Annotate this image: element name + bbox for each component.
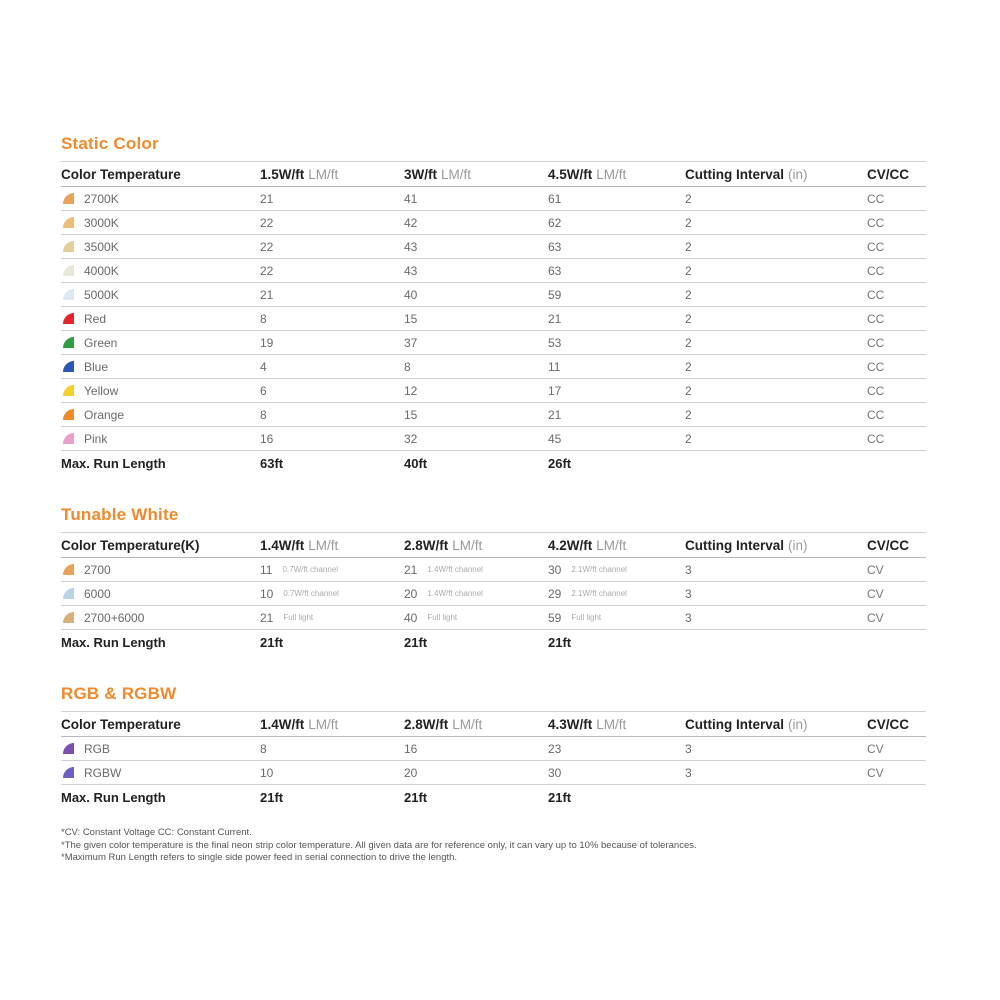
- cutting-interval-value: 3: [685, 586, 692, 601]
- table-row: [61, 427, 926, 451]
- cutting-interval-value: 2: [685, 239, 692, 254]
- table-row: [61, 582, 926, 606]
- header-col-2: 2.8W/ft LM/ft: [404, 716, 483, 732]
- lumen-value: 53: [548, 335, 562, 350]
- lumen-cell: [548, 403, 561, 426]
- color-swatch-icon: [63, 385, 74, 396]
- lumen-cell: [404, 761, 417, 784]
- header-col-3: 4.5W/ft LM/ft: [548, 166, 627, 182]
- color-swatch-icon: [63, 767, 74, 778]
- table-row: [61, 211, 926, 235]
- tunable-white-section: [61, 504, 926, 654]
- max-run-length-row: [61, 785, 926, 809]
- cutting-interval-value: 2: [685, 359, 692, 374]
- header-col-1: 1.4W/ft LM/ft: [260, 537, 339, 553]
- lumen-value: 30: [548, 765, 562, 780]
- cv-cc-value: CC: [867, 215, 885, 230]
- lumen-cell: [404, 355, 411, 378]
- table-row: [61, 235, 926, 259]
- lumen-cell: [260, 379, 267, 402]
- lumen-value: 43: [404, 263, 418, 278]
- lumen-value: 11: [548, 359, 561, 374]
- cv-cc-value: CV: [867, 562, 884, 577]
- lumen-value: 22: [260, 215, 274, 230]
- lumen-value: 20: [404, 765, 418, 780]
- header-color-temperature: Color Temperature(K): [61, 537, 200, 553]
- color-name-cell: [61, 235, 119, 258]
- cutting-interval-value: 2: [685, 407, 692, 422]
- footer-val-3: 21ft: [548, 634, 572, 650]
- table-row: [61, 737, 926, 761]
- static-color-section: [61, 133, 926, 475]
- lumen-cell: [260, 307, 267, 330]
- color-name: 3500K: [84, 239, 119, 254]
- lumen-note: 0.7W/ft channel: [282, 565, 339, 574]
- color-swatch-icon: [63, 409, 74, 420]
- lumen-cell: [404, 427, 417, 450]
- lumen-cell: [260, 761, 273, 784]
- lumen-value: 61: [548, 191, 562, 206]
- color-swatch-icon: [63, 564, 74, 575]
- max-run-length-row: [61, 451, 926, 475]
- header-col-1: 1.5W/ft LM/ft: [260, 166, 339, 182]
- lumen-value: 16: [260, 431, 274, 446]
- header-cutting-interval: Cutting Interval (in): [685, 166, 808, 182]
- lumen-cell: [260, 355, 267, 378]
- footer-val-2: 40ft: [404, 455, 428, 471]
- header-col-2: 3W/ft LM/ft: [404, 166, 472, 182]
- footer-label: Max. Run Length: [61, 789, 166, 805]
- lumen-cell: [548, 259, 561, 282]
- lumen-cell: [260, 211, 273, 234]
- lumen-value: 20: [404, 586, 418, 601]
- lumen-cell: [548, 235, 561, 258]
- lumen-cell: [260, 235, 273, 258]
- lumen-value: 21: [548, 407, 562, 422]
- table-row: [61, 558, 926, 582]
- table-row: [61, 187, 926, 211]
- lumen-value: 8: [260, 407, 267, 422]
- lumen-cell: [404, 187, 417, 210]
- lumen-cell: [548, 582, 627, 605]
- lumen-value: 43: [404, 239, 418, 254]
- cv-cc-value: CC: [867, 263, 885, 278]
- lumen-value: 21: [548, 311, 562, 326]
- color-name-cell: [61, 355, 108, 378]
- lumen-cell: [260, 427, 273, 450]
- footnote: *Maximum Run Length refers to single side power feed in serial connection to drive the length.: [61, 852, 458, 863]
- lumen-cell: [404, 403, 417, 426]
- lumen-cell: [404, 307, 417, 330]
- lumen-cell: [548, 737, 561, 760]
- header-col-2: 2.8W/ft LM/ft: [404, 537, 483, 553]
- lumen-cell: [404, 737, 417, 760]
- footer-val-3: 21ft: [548, 789, 572, 805]
- cutting-interval-value: 2: [685, 287, 692, 302]
- table-row: [61, 606, 926, 630]
- footnotes: [61, 827, 697, 865]
- lumen-value: 8: [404, 359, 411, 374]
- lumen-value: 8: [260, 741, 267, 756]
- footer-val-3: 26ft: [548, 455, 572, 471]
- color-swatch-icon: [63, 361, 74, 372]
- header-col-3: 4.3W/ft LM/ft: [548, 716, 627, 732]
- lumen-cell: [260, 283, 273, 306]
- cutting-interval-value: 2: [685, 311, 692, 326]
- lumen-value: 12: [404, 383, 418, 398]
- color-name: Orange: [84, 407, 125, 422]
- lumen-cell: [260, 403, 267, 426]
- lumen-value: 23: [548, 741, 562, 756]
- rgb-rgbw-section: [61, 683, 926, 809]
- color-name: 4000K: [84, 263, 119, 278]
- cv-cc-value: CC: [867, 311, 885, 326]
- lumen-cell: [548, 761, 561, 784]
- cutting-interval-value: 2: [685, 215, 692, 230]
- lumen-value: 17: [548, 383, 562, 398]
- color-swatch-icon: [63, 337, 74, 348]
- table-row: [61, 355, 926, 379]
- header-cv-cc: CV/CC: [867, 166, 910, 182]
- lumen-cell: [404, 606, 457, 629]
- color-name-cell: [61, 582, 111, 605]
- color-name: Pink: [84, 431, 108, 446]
- color-name-cell: [61, 403, 124, 426]
- lumen-value: 30: [548, 562, 562, 577]
- color-name: RGBW: [84, 765, 122, 780]
- lumen-note: 1.4W/ft channel: [427, 589, 483, 598]
- footer-val-1: 63ft: [260, 455, 284, 471]
- lumen-value: 21: [260, 287, 274, 302]
- footer-label: Max. Run Length: [61, 455, 166, 471]
- table-header: [61, 711, 926, 737]
- table-row: [61, 403, 926, 427]
- header-color-temperature: Color Temperature: [61, 716, 181, 732]
- lumen-cell: [404, 331, 417, 354]
- color-swatch-icon: [63, 588, 74, 599]
- color-swatch-icon: [63, 313, 74, 324]
- lumen-cell: [548, 606, 601, 629]
- lumen-value: 40: [404, 287, 418, 302]
- max-run-length-row: [61, 630, 926, 654]
- lumen-value: 21: [404, 562, 418, 577]
- header-color-temperature: Color Temperature: [61, 166, 181, 182]
- lumen-value: 21: [260, 191, 274, 206]
- cv-cc-value: CC: [867, 335, 885, 350]
- footnote: *CV: Constant Voltage CC: Constant Current.: [61, 827, 252, 838]
- color-name-cell: [61, 259, 119, 282]
- color-name: 3000K: [84, 215, 119, 230]
- lumen-value: 15: [404, 407, 418, 422]
- color-name-cell: [61, 307, 106, 330]
- lumen-value: 22: [260, 239, 274, 254]
- lumen-note: 1.4W/ft channel: [427, 565, 483, 574]
- lumen-cell: [260, 331, 273, 354]
- lumen-note: 0.7W/ft channel: [283, 589, 339, 598]
- lumen-value: 63: [548, 263, 562, 278]
- color-name-cell: [61, 427, 107, 450]
- lumen-cell: [548, 307, 561, 330]
- cv-cc-value: CC: [867, 239, 885, 254]
- section-title: Static Color: [61, 134, 159, 153]
- lumen-note: 2.1W/ft channel: [571, 589, 627, 598]
- cv-cc-value: CV: [867, 610, 884, 625]
- lumen-cell: [260, 606, 313, 629]
- lumen-cell: [260, 582, 339, 605]
- lumen-cell: [404, 558, 483, 581]
- lumen-value: 11: [260, 562, 273, 577]
- lumen-value: 16: [404, 741, 418, 756]
- table-header: [61, 532, 926, 558]
- lumen-value: 15: [404, 311, 418, 326]
- lumen-value: 8: [260, 311, 267, 326]
- color-name: Green: [84, 335, 118, 350]
- cutting-interval-value: 2: [685, 191, 692, 206]
- lumen-note: 2.1W/ft channel: [571, 565, 627, 574]
- color-name: 6000: [84, 586, 111, 601]
- lumen-value: 62: [548, 215, 562, 230]
- cv-cc-value: CC: [867, 191, 885, 206]
- color-name-cell: [61, 737, 110, 760]
- lumen-value: 42: [404, 215, 418, 230]
- lumen-cell: [548, 355, 560, 378]
- lumen-cell: [404, 235, 417, 258]
- lumen-value: 19: [260, 335, 274, 350]
- header-cutting-interval: Cutting Interval (in): [685, 716, 808, 732]
- color-name-cell: [61, 283, 119, 306]
- color-swatch-icon: [63, 612, 74, 623]
- lumen-value: 6: [260, 383, 267, 398]
- lumen-cell: [404, 582, 483, 605]
- lumen-note: Full light: [571, 613, 602, 622]
- table-header: [61, 161, 926, 187]
- cutting-interval-value: 2: [685, 431, 692, 446]
- lumen-cell: [548, 558, 627, 581]
- lumen-value: 59: [548, 287, 562, 302]
- cv-cc-value: CC: [867, 407, 885, 422]
- lumen-cell: [260, 187, 273, 210]
- color-name-cell: [61, 379, 118, 402]
- lumen-note: Full light: [283, 613, 314, 622]
- lumen-cell: [404, 283, 417, 306]
- color-name: 2700K: [84, 191, 119, 206]
- lumen-value: 4: [260, 359, 267, 374]
- lumen-note: Full light: [427, 613, 458, 622]
- lumen-value: 10: [260, 586, 274, 601]
- lumen-value: 59: [548, 610, 562, 625]
- color-name-cell: [61, 606, 144, 629]
- color-name: 5000K: [84, 287, 119, 302]
- lumen-cell: [548, 283, 561, 306]
- lumen-value: 21: [260, 610, 274, 625]
- cutting-interval-value: 3: [685, 610, 692, 625]
- footer-val-1: 21ft: [260, 634, 284, 650]
- lumen-value: 37: [404, 335, 418, 350]
- color-swatch-icon: [63, 265, 74, 276]
- table-row: [61, 761, 926, 785]
- section-title: Tunable White: [61, 505, 179, 524]
- color-name: 2700: [84, 562, 111, 577]
- footer-val-2: 21ft: [404, 789, 428, 805]
- color-swatch-icon: [63, 743, 74, 754]
- header-cutting-interval: Cutting Interval (in): [685, 537, 808, 553]
- cv-cc-value: CC: [867, 287, 885, 302]
- lumen-cell: [260, 558, 338, 581]
- cutting-interval-value: 2: [685, 263, 692, 278]
- lumen-cell: [548, 427, 561, 450]
- color-name-cell: [61, 558, 111, 581]
- section-title: RGB & RGBW: [61, 684, 177, 703]
- lumen-value: 22: [260, 263, 274, 278]
- lumen-cell: [404, 259, 417, 282]
- table-row: [61, 379, 926, 403]
- lumen-value: 29: [548, 586, 562, 601]
- color-name: Blue: [84, 359, 109, 374]
- cutting-interval-value: 2: [685, 383, 692, 398]
- lumen-cell: [548, 379, 561, 402]
- cv-cc-value: CC: [867, 431, 885, 446]
- cv-cc-value: CV: [867, 586, 884, 601]
- color-name: 2700+6000: [84, 610, 145, 625]
- lumen-value: 41: [404, 191, 418, 206]
- cutting-interval-value: 3: [685, 562, 692, 577]
- lumen-cell: [548, 187, 561, 210]
- color-swatch-icon: [63, 289, 74, 300]
- lumen-value: 10: [260, 765, 274, 780]
- lumen-cell: [404, 379, 417, 402]
- cv-cc-value: CV: [867, 741, 884, 756]
- table-row: [61, 259, 926, 283]
- lumen-cell: [260, 259, 273, 282]
- color-name-cell: [61, 331, 117, 354]
- lumen-value: 40: [404, 610, 418, 625]
- table-row: [61, 283, 926, 307]
- table-row: [61, 331, 926, 355]
- lumen-cell: [260, 737, 267, 760]
- header-cv-cc: CV/CC: [867, 537, 910, 553]
- color-name-cell: [61, 187, 119, 210]
- cv-cc-value: CC: [867, 359, 885, 374]
- cutting-interval-value: 3: [685, 765, 692, 780]
- lumen-value: 45: [548, 431, 562, 446]
- color-swatch-icon: [63, 433, 74, 444]
- lumen-cell: [548, 331, 561, 354]
- footer-label: Max. Run Length: [61, 634, 166, 650]
- cutting-interval-value: 2: [685, 335, 692, 350]
- color-swatch-icon: [63, 193, 74, 204]
- header-cv-cc: CV/CC: [867, 716, 910, 732]
- footnote: *The given color temperature is the final neon strip color temperature. All given data are for reference only, it can vary up to 10% because of tolerances.: [61, 839, 697, 851]
- lumen-value: 32: [404, 431, 418, 446]
- color-name: Yellow: [84, 383, 119, 398]
- lumen-value: 63: [548, 239, 562, 254]
- color-name: Red: [84, 311, 107, 326]
- cv-cc-value: CC: [867, 383, 885, 398]
- footer-val-1: 21ft: [260, 789, 284, 805]
- color-name: RGB: [84, 741, 111, 756]
- header-col-3: 4.2W/ft LM/ft: [548, 537, 627, 553]
- footer-val-2: 21ft: [404, 634, 428, 650]
- color-name-cell: [61, 761, 121, 784]
- table-row: [61, 307, 926, 331]
- color-name-cell: [61, 211, 119, 234]
- color-swatch-icon: [63, 241, 74, 252]
- color-swatch-icon: [63, 217, 74, 228]
- cutting-interval-value: 3: [685, 741, 692, 756]
- lumen-cell: [548, 211, 561, 234]
- cv-cc-value: CV: [867, 765, 884, 780]
- header-col-1: 1.4W/ft LM/ft: [260, 716, 339, 732]
- lumen-cell: [404, 211, 417, 234]
